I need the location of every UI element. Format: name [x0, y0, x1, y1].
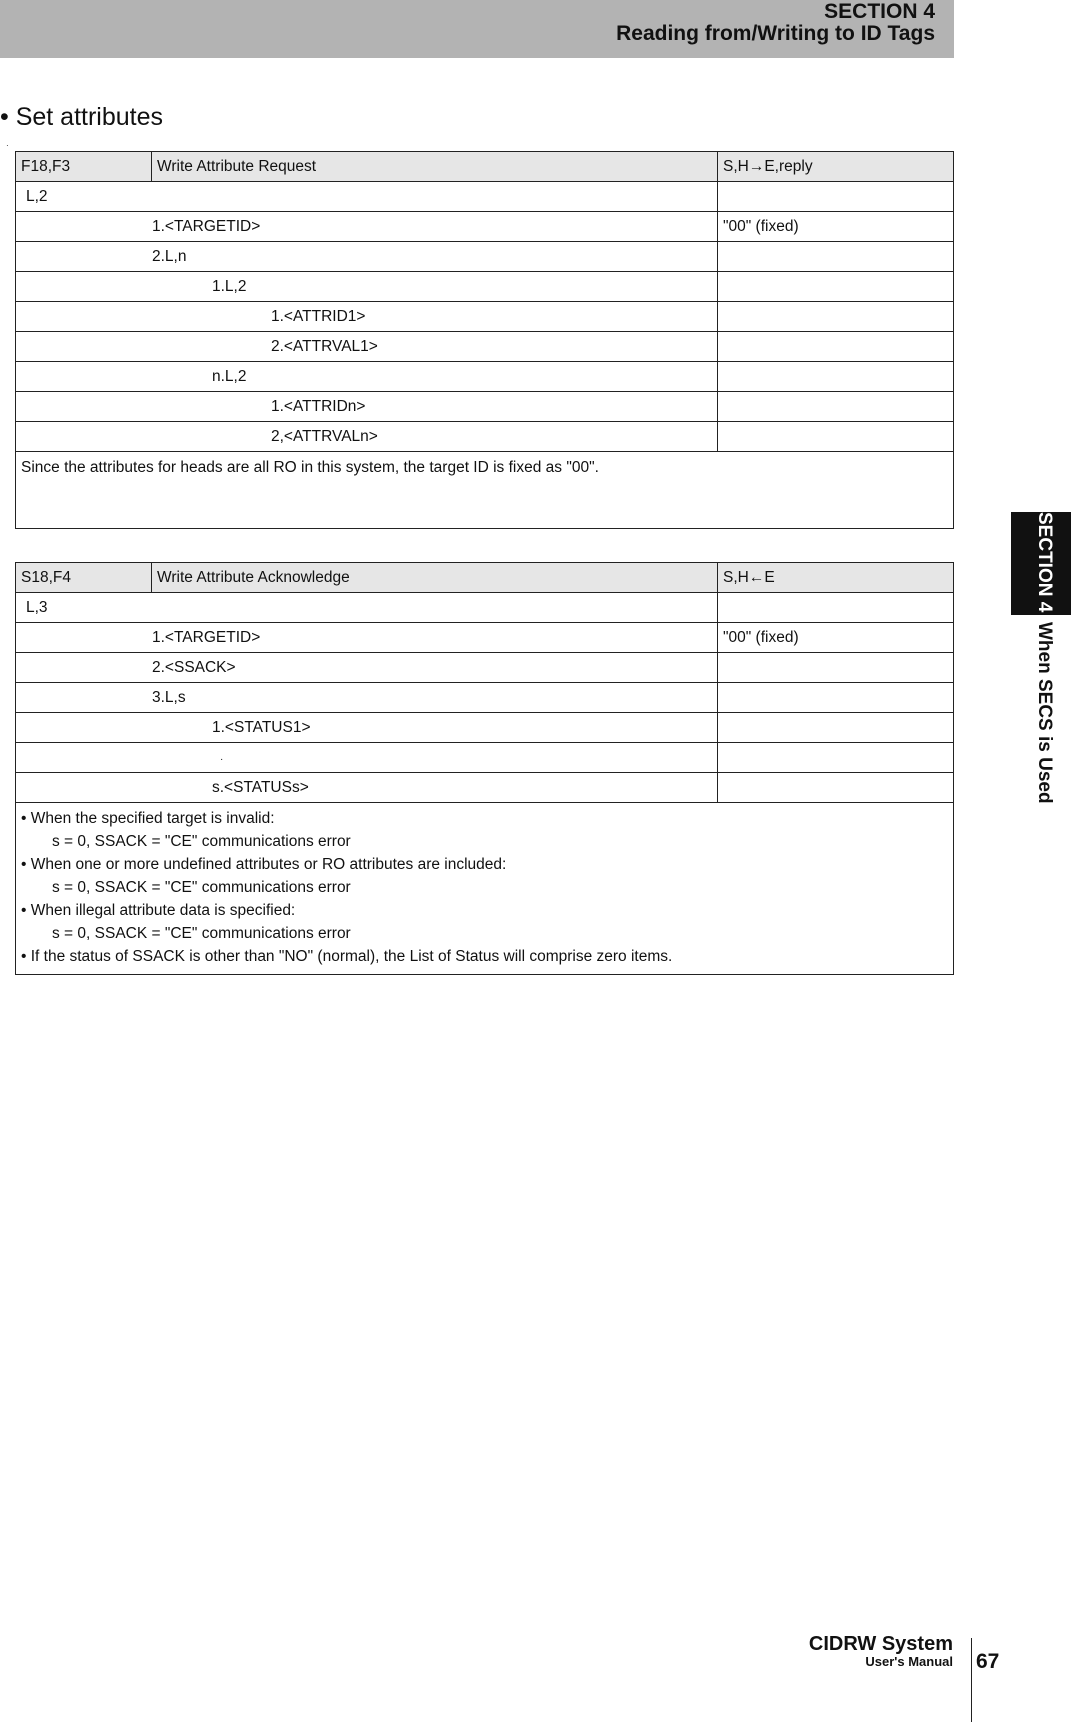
footer-divider — [971, 1638, 972, 1722]
row-label: 2.<SSACK> — [152, 658, 236, 676]
footer-product: CIDRW System — [808, 1633, 953, 1655]
row-value: "00" (fixed) — [718, 212, 954, 242]
row-label: 2.<ATTRVAL1> — [271, 337, 378, 355]
row-label: 1.<TARGETID> — [152, 217, 261, 235]
footer-manual: User's Manual — [865, 1654, 953, 1669]
row-value — [718, 773, 954, 803]
row-label: L,2 — [26, 187, 48, 205]
row-value — [718, 392, 954, 422]
request-header-row — [16, 152, 954, 182]
row-value — [718, 332, 954, 362]
row-label: 1.<ATTRIDn> — [271, 397, 366, 415]
table-row — [16, 743, 954, 773]
table-row — [16, 623, 954, 653]
acknowledge-direction: S,H←E — [718, 563, 954, 593]
note-detail: s = 0, SSACK = "CE" communications error — [52, 879, 351, 896]
footer-brand — [809, 1633, 953, 1669]
note-bullet: • If the status of SSACK is other than "NO" (normal), the List of Status will comprise zero items. — [21, 948, 673, 965]
row-value — [718, 302, 954, 332]
table-row — [16, 272, 954, 302]
acknowledge-notes — [16, 803, 954, 975]
row-value — [718, 683, 954, 713]
request-note: Since the attributes for heads are all RO in this system, the target ID is fixed as "00". — [16, 452, 954, 529]
row-label: s.<STATUSs> — [212, 778, 309, 796]
table-row — [16, 683, 954, 713]
row-label: 1.<ATTRID1> — [271, 307, 366, 325]
note-bullet: • When one or more undefined attributes or RO attributes are included: — [21, 856, 507, 873]
header-title: Reading from/Writing to ID Tags — [616, 22, 935, 45]
header-section: SECTION 4 — [824, 0, 935, 23]
acknowledge-header-row — [16, 563, 954, 593]
row-value — [718, 713, 954, 743]
header-band — [0, 0, 954, 58]
page-number: 67 — [976, 1650, 1000, 1673]
table-row — [16, 653, 954, 683]
request-direction: S,H→E,reply — [718, 152, 954, 182]
note-detail: s = 0, SSACK = "CE" communications error — [52, 833, 351, 850]
acknowledge-code: S18,F4 — [16, 563, 152, 593]
side-tab-title: When SECS is Used — [1034, 622, 1055, 804]
row-value — [718, 653, 954, 683]
table-row — [16, 773, 954, 803]
row-value — [718, 743, 954, 773]
row-label: 1.<STATUS1> — [212, 718, 311, 736]
note-bullet: • When illegal attribute data is specified: — [21, 902, 296, 919]
row-label: · — [220, 753, 224, 765]
table-row — [16, 242, 954, 272]
row-label: 2,<ATTRVALn> — [271, 427, 378, 445]
table-row — [16, 212, 954, 242]
page-heading: • Set attributes — [0, 103, 164, 131]
tiny-mark: · — [6, 141, 9, 150]
table-row — [16, 422, 954, 452]
row-value — [718, 242, 954, 272]
request-note-row — [16, 452, 954, 529]
row-value: "00" (fixed) — [718, 623, 954, 653]
note-bullet: • When the specified target is invalid: — [21, 810, 275, 827]
row-label: 1.L,2 — [212, 277, 247, 295]
row-label: 2.L,n — [152, 247, 187, 265]
table-row — [16, 182, 954, 212]
table-row — [16, 302, 954, 332]
table-row — [16, 593, 954, 623]
note-detail: s = 0, SSACK = "CE" communications error — [52, 925, 351, 942]
row-value — [718, 422, 954, 452]
side-tab-label — [1033, 512, 1055, 804]
row-value — [718, 272, 954, 302]
side-tab-section: SECTION 4 — [1034, 512, 1055, 613]
row-label: n.L,2 — [212, 367, 247, 385]
acknowledge-notes-row — [16, 803, 954, 975]
table-row — [16, 713, 954, 743]
table-row — [16, 362, 954, 392]
row-label: 1.<TARGETID> — [152, 628, 261, 646]
table-row — [16, 392, 954, 422]
acknowledge-table — [15, 562, 954, 975]
row-value — [718, 362, 954, 392]
request-table — [15, 151, 954, 529]
acknowledge-name: Write Attribute Acknowledge — [152, 563, 718, 593]
request-code: F18,F3 — [16, 152, 152, 182]
row-label: 3.L,s — [152, 688, 186, 706]
request-name: Write Attribute Request — [152, 152, 718, 182]
table-row — [16, 332, 954, 362]
row-value — [718, 593, 954, 623]
row-value — [718, 182, 954, 212]
row-label: L,3 — [26, 598, 48, 616]
